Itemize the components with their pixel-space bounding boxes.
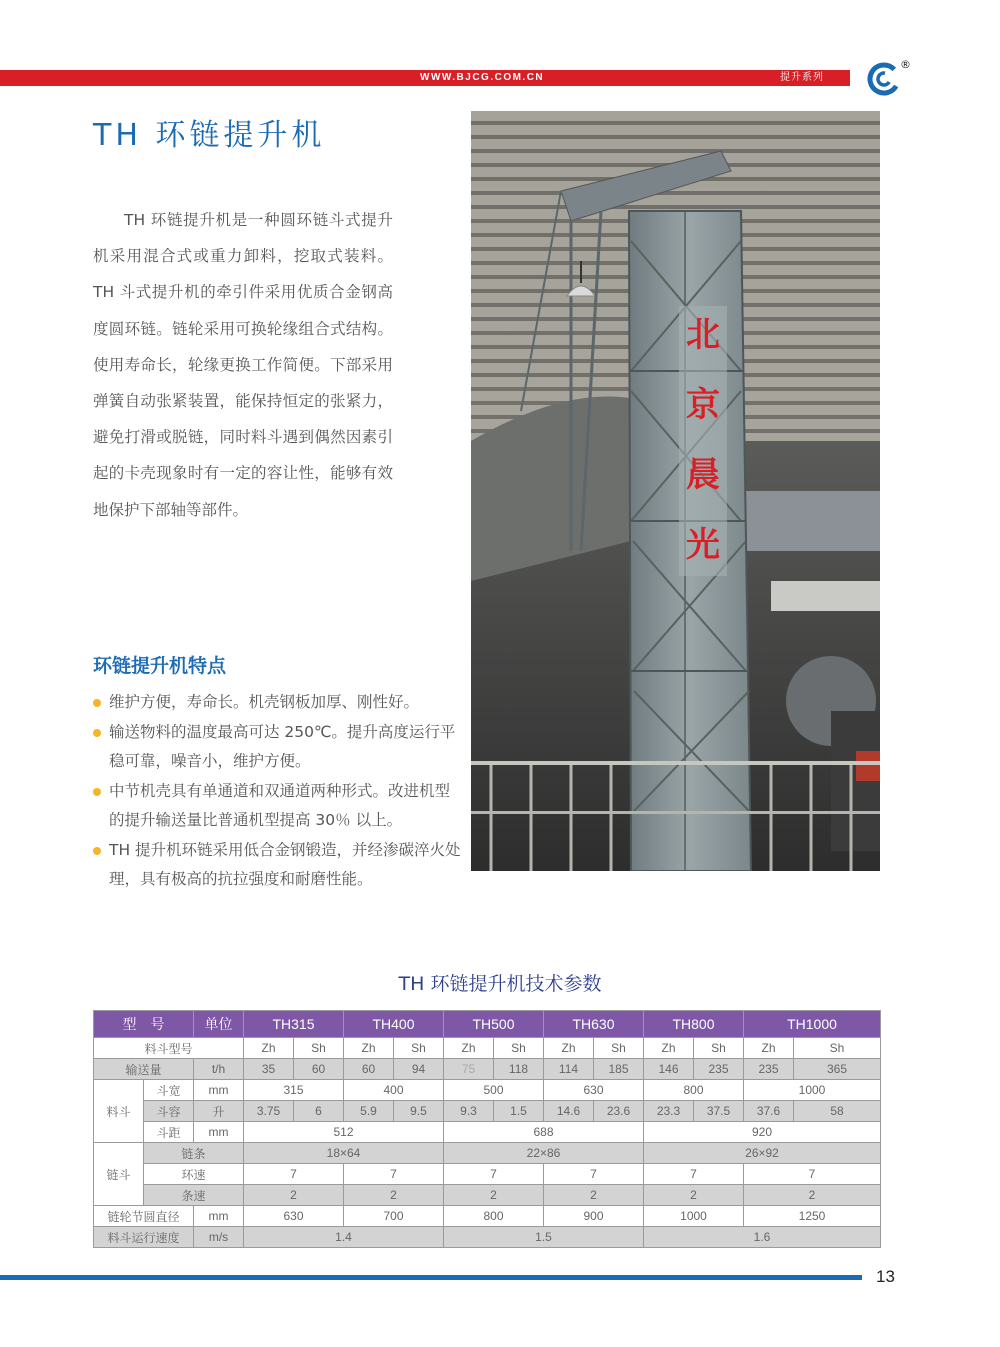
table-title: TH 环链提升机技术参数 xyxy=(398,973,602,995)
table-row: 链轮节圆直径 mm 630 700 800 900 1000 1250 xyxy=(94,1206,881,1227)
feature-item: TH 提升机环链采用低合金钢锻造，并经渗碳淬火处理，具有极高的抗拉强度和耐磨性能。 xyxy=(93,836,463,895)
header-model-col: TH500 xyxy=(444,1011,544,1038)
table-row: 输送量 t/h 35 60 60 94 75 118 114 185 146 235 235 365 xyxy=(94,1059,881,1080)
features-list xyxy=(93,688,463,895)
table-row: 斗距 mm 512 688 920 xyxy=(94,1122,881,1143)
header-model: 型 号 xyxy=(94,1011,194,1038)
header-model-col: TH315 xyxy=(244,1011,344,1038)
table-row: 料斗运行速度 m/s 1.4 1.5 1.6 xyxy=(94,1227,881,1248)
feature-item: 输送物料的温度最高可达 250℃。提升高度运行平稳可靠，噪音小，维护方便。 xyxy=(93,718,463,777)
table-row: 料斗型号 Zh Sh Zh Sh Zh Sh Zh Sh Zh Sh Zh Sh xyxy=(94,1038,881,1059)
elevator-photo xyxy=(471,111,880,871)
header-model-col: TH400 xyxy=(344,1011,444,1038)
bullet-icon xyxy=(93,847,101,855)
bullet-icon xyxy=(93,729,101,737)
table-row: 料斗 斗宽 mm 315 400 500 630 800 1000 xyxy=(94,1080,881,1101)
photo-sign-char-2: 京 xyxy=(686,385,720,425)
intro-paragraph xyxy=(93,202,393,528)
table-row: 链斗 链条 18×64 22×86 26×92 xyxy=(94,1143,881,1164)
header-model-col: TH800 xyxy=(644,1011,744,1038)
bullet-icon xyxy=(93,699,101,707)
header-model-col: TH1000 xyxy=(744,1011,881,1038)
feature-item: 维护方便，寿命长。机壳钢板加厚、刚性好。 xyxy=(93,688,463,718)
photo-sign-char-3: 晨 xyxy=(686,455,720,495)
header-model-col: TH630 xyxy=(544,1011,644,1038)
page-title: TH 环链提升机 xyxy=(93,118,326,153)
photo-sign-char-1: 北 xyxy=(686,315,720,355)
table-row: 斗容 升 3.75 6 5.9 9.5 9.3 1.5 14.6 23.6 23.3 37.5 37.6 58 xyxy=(94,1101,881,1122)
parameters-table xyxy=(93,1010,881,1248)
bullet-icon xyxy=(93,788,101,796)
table-header-row xyxy=(94,1011,881,1038)
company-logo xyxy=(864,58,914,98)
feature-item: 中节机壳具有单通道和双通道两种形式。改进机型的提升输送量比普通机型提高 30％ 以上。 xyxy=(93,777,463,836)
footer-blue-bar xyxy=(0,1275,862,1280)
series-label: 提升系列 xyxy=(780,72,824,83)
table-row: 环速 7 7 7 7 7 7 xyxy=(94,1164,881,1185)
website-url: WWW.BJCG.COM.CN xyxy=(420,72,545,83)
intro-text: TH 环链提升机是一种圆环链斗式提升机采用混合式或重力卸料，挖取式装料。TH 斗式提升机的牵引件采用优质合金钢高度圆环链。链轮采用可换轮缘组合式结构。使用寿命长，轮缘更换工作简便。下部采用弹簧自动张紧装置，能保持恒定的张紧力，避免打滑或脱链，同时料斗遇到偶然因素引起的卡壳现象时有一定的容让性，能够有效地保护下部轴等部件。 xyxy=(93,211,393,519)
table-row: 条速 2 2 2 2 2 2 xyxy=(94,1185,881,1206)
header-unit: 单位 xyxy=(194,1011,244,1038)
features-title: 环链提升机特点 xyxy=(93,655,227,677)
page-number: 13 xyxy=(876,1267,895,1286)
photo-sign-char-4: 光 xyxy=(686,525,720,565)
registered-mark: ® xyxy=(900,58,911,71)
